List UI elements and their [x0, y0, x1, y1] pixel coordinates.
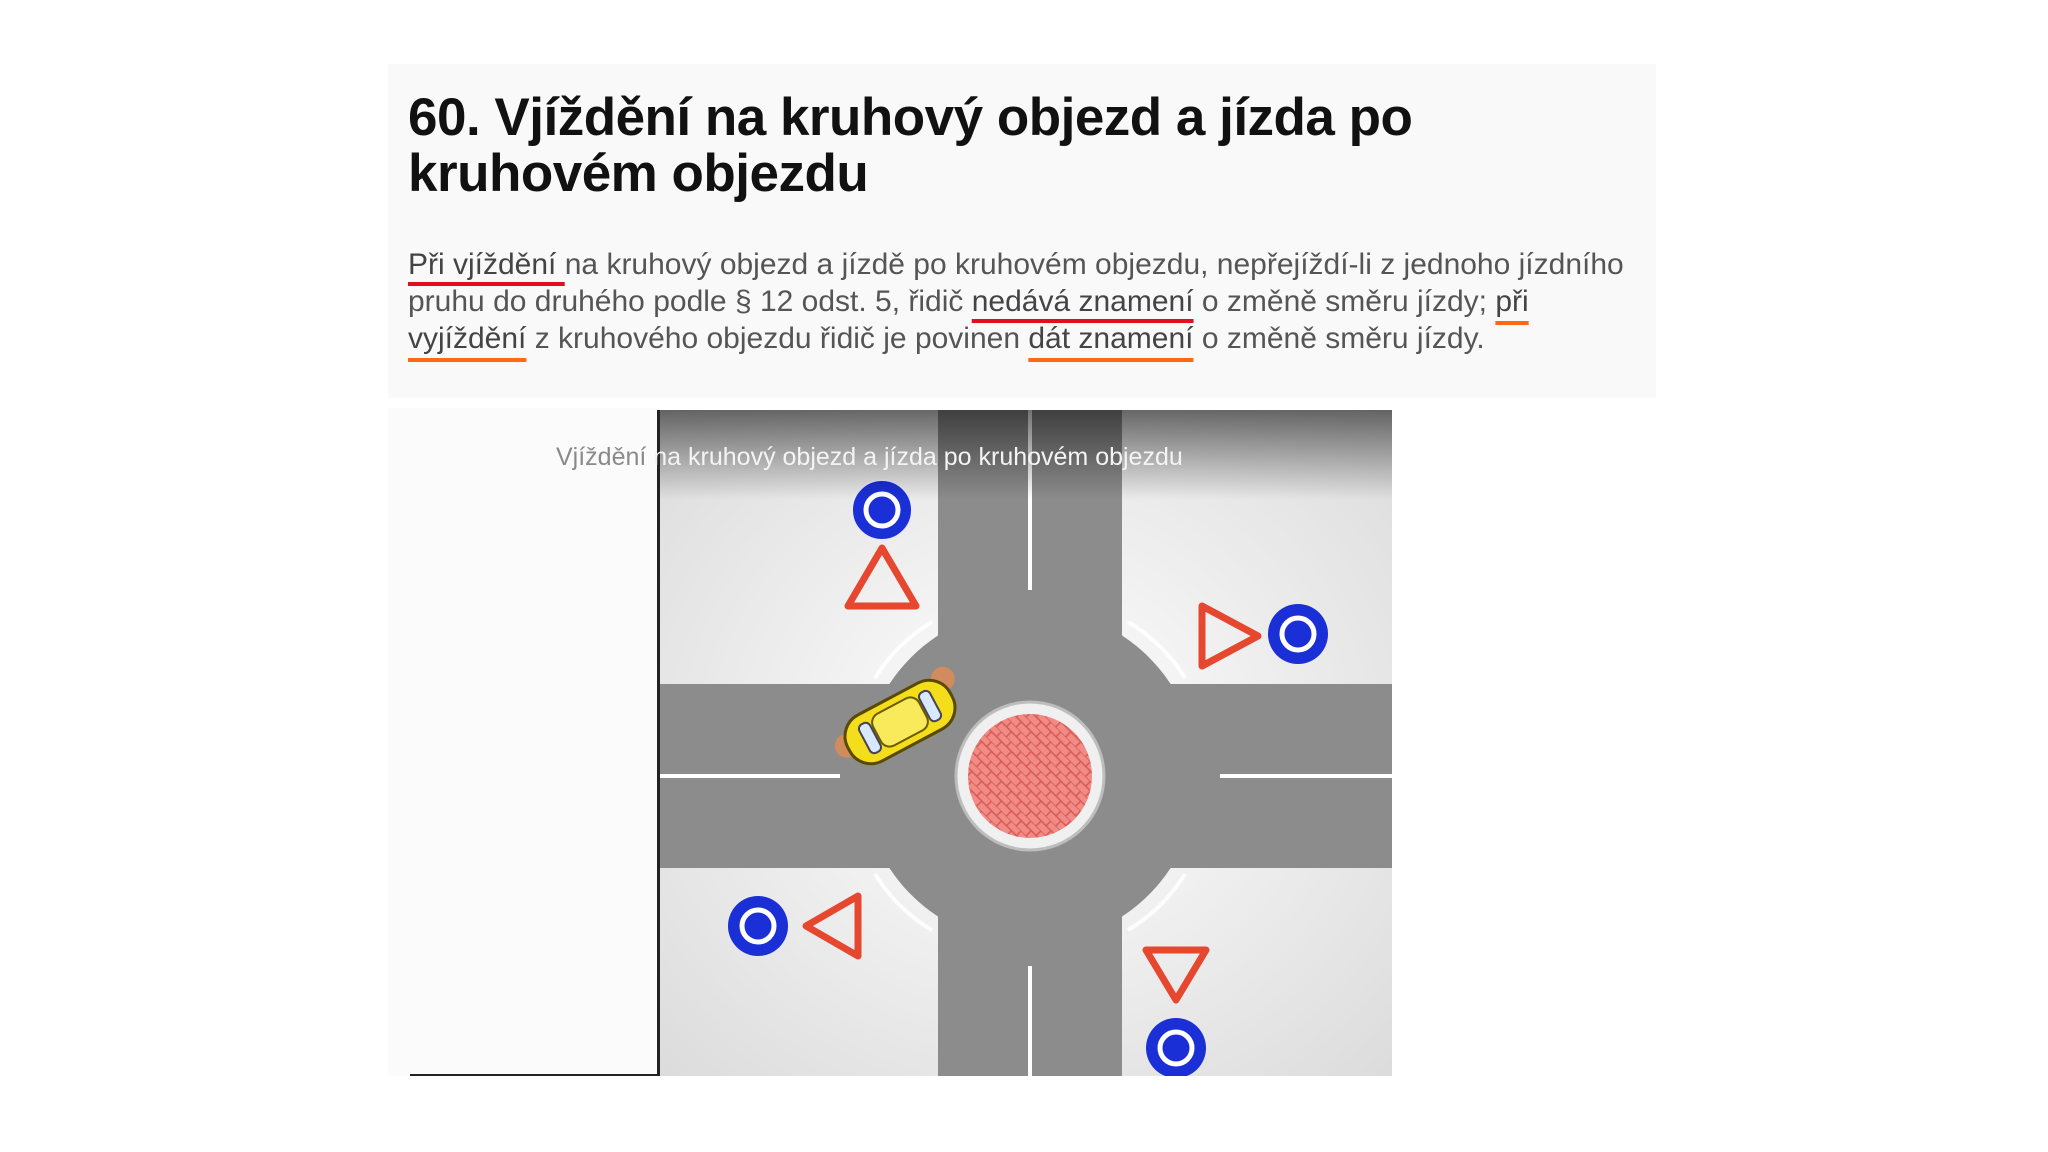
text-segment: na kruhový objezd a jízdě po kruhovém objezdu, nepřejíždí-li z jednoho jízdního: [564, 248, 1624, 281]
roundabout-island-icon: [956, 702, 1104, 850]
paragraph-line-1: [408, 246, 1658, 283]
text-segment: z kruhového objezdu řidič je povinen: [526, 322, 1029, 355]
text-segment: o změně směru jízdy;: [1193, 285, 1496, 318]
highlight-pri: při: [1495, 285, 1529, 318]
highlight-nedava-znameni: nedává znamení: [971, 285, 1194, 318]
article-paragraph: [408, 246, 1658, 357]
highlight-dat-znameni: dát znamení: [1028, 322, 1194, 355]
video-title-right: na kruhový objezd a jízda po kruhovém objezdu: [653, 443, 1183, 471]
paragraph-line-2: [408, 283, 1658, 320]
roundabout-sign-icon: [728, 896, 788, 956]
roundabout-sign-icon: [1268, 604, 1328, 664]
divider: [410, 1074, 660, 1076]
roundabout-illustration: [660, 410, 1392, 1076]
roundabout-video[interactable]: [660, 410, 1392, 1076]
text-segment: pruhu do druhého podle § 12 odst. 5, řidič: [408, 285, 972, 318]
video-title[interactable]: [556, 442, 1183, 472]
video-left-area: [388, 408, 658, 1076]
roundabout-sign-icon: [1146, 1018, 1206, 1076]
text-segment: o změně směru jízdy.: [1193, 322, 1485, 355]
paragraph-line-3: [408, 320, 1658, 357]
highlight-vyjizdeni: vyjíždění: [408, 322, 527, 355]
article-title: 60. Vjíždění na kruhový objezd a jízda po kruhovém objezdu: [408, 88, 1413, 203]
highlight-vjizdeni: Při vjíždění: [408, 248, 565, 281]
video-title-left: Vjíždění: [556, 443, 654, 471]
